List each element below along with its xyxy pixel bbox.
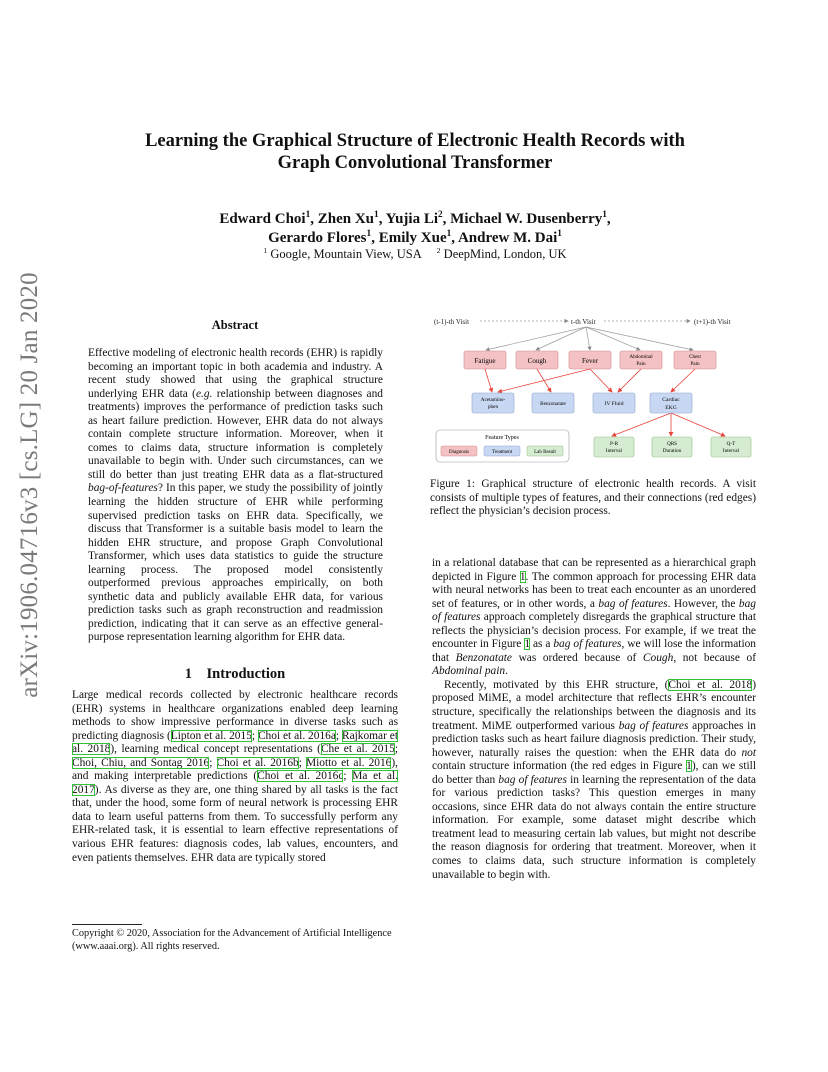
svg-text:Pain: Pain [636,361,646,367]
footnote-rule [72,924,142,925]
citation-link[interactable]: Rajkomar et al. 2018 [72,729,398,756]
copyright-footnote: Copyright © 2020, Association for the Advancement of Artificial Intelligence (www.aaai.org). All rights reserved. [72,928,392,952]
svg-text:Pain: Pain [690,361,700,367]
visit-next-label: (t+1)-th Visit [694,318,731,326]
svg-text:P-R: P-R [609,441,619,447]
legend-lab-result: Lab Result [534,450,556,455]
legend-diagnosis: Diagnosis [449,450,469,455]
svg-text:Cardiac: Cardiac [662,397,680,403]
authors [80,210,750,248]
svg-text:Q-T: Q-T [726,441,736,447]
svg-text:Chest: Chest [689,354,701,360]
svg-text:Abdominal: Abdominal [629,354,653,360]
citation-link[interactable]: Choi et al. 2016b [216,756,299,769]
node-fever: Fever [582,357,598,365]
svg-text:Interval: Interval [605,448,623,454]
authors-line-1: Edward Choi$^1$, Zhen Xu$^1$, Yujia Li$^2$, Michael W. Dusenberry$^1$, [219,210,611,227]
authors-line-2: Gerardo Flores$^1$, Emily Xue$^1$, Andrew M. Dai$^1$ [268,229,562,246]
visit-prev-label: (t-1)-th Visit [434,318,470,326]
node-benzonatate: Benzonatate [540,401,566,407]
svg-text:QRS: QRS [666,441,678,447]
svg-text:phen: phen [487,404,499,410]
title-line-1: Learning the Graphical Structure of Electronic Health Records with [145,131,685,151]
citation-link[interactable]: Che et al. 2015 [320,743,395,756]
figure-ref-link[interactable]: 1 [519,570,526,583]
affiliation-1: Google, Mountain View, USA [270,247,422,261]
abstract-heading: Abstract [211,318,259,332]
node-fatigue: Fatigue [474,357,496,365]
intro-text: Large medical records collected by electronic healthcare records (EHR) systems in healthcare organizations enabled deep learning methods to show impressive performance in diverse tasks such as predicting diagnosis (Lipton et al. 2015; Choi et al. 2016a; Rajkomar et al. 2018), learning medical concept representations (Che et al. 2015; Choi, Chiu, and Sontag 2016; Choi et al. 2016b; Miotto et al. 2016), and making interpretable predictions (Choi et al. 2016c; Ma et al. 2017). As diverse as they are, one thing shared by all tasks is the fact that, under the hood, some form of neural network is processing EHR data to learn useful patterns from them. To successfully perform any EHR-related task, it is essential to learn effective representations of various EHR features: diagnosis codes, lab values, encounters, and even patients themselves. EHR data are typically stored [72,689,399,864]
citation-link[interactable]: Choi et al. 2016a [257,729,336,742]
visit-current-label: t-th Visit [571,318,596,326]
arxiv-id: arXiv:1906.04716v3 [cs.LG] 20 Jan 2020 [16,272,43,698]
title-line-2: Graph Convolutional Transformer [277,153,553,173]
legend-treatment: Treatment [491,450,513,455]
citation-link[interactable]: Choi et al. 2018 [668,678,753,691]
figure-1 [428,310,756,470]
figure-ref-link[interactable]: 1 [524,638,531,651]
legend-title: Feature Types [485,435,519,441]
figure-1-caption: Figure 1: Graphical structure of electronic health records. A visit consists of multiple types of features, and their connections (red edges) reflect the physician’s decision process. [430,478,756,518]
affiliations: $^1$ Google, Mountain View, USA $^2$ DeepMind, London, UK [263,245,567,261]
svg-text:Acetamino-: Acetamino- [480,397,506,403]
node-iv-fluid: IV Fluid [604,401,624,407]
citation-link[interactable]: Choi et al. 2016c [257,770,344,783]
abstract-text: Effective modeling of electronic health records (EHR) is rapidly becoming an important topic in both academia and industry. A recent study showed that using the graphical structure underlying EHR data (e.g. relationship between diagnoses and treatments) improves the performance of prediction tasks such as heart failure prediction. However, EHR data do not always contain complete structure information. Moreover, when it comes to claims data, structure information is completely unavailable to begin with. Under such circumstances, can we still do better than just treating EHR data as a flat-structured bag-of-features? In this paper, we study the possibility of jointly learning the hidden structure of EHR while performing supervised prediction tasks on EHR data. Specifically, we discuss that Transformer is a suitable basis model to learn the hidden EHR structure, and propose Graph Convolutional Transformer, which uses data statistics to guide the structure learning process. The proposed model consistently outperformed previous approaches empirically, on both synthetic data and publicly available EHR data, for various prediction tasks such as graph reconstruction and readmission prediction, indicating that it can serve as an effective general-purpose representation learning algorithm for EHR data. [88,347,383,644]
feature-types-legend [436,430,569,462]
citation-link[interactable]: Lipton et al. 2015 [170,729,252,742]
svg-text:Interval: Interval [722,448,740,454]
ehr-graph-diagram [428,310,756,470]
citation-link[interactable]: Miotto et al. 2016 [305,756,392,769]
svg-text:Duration: Duration [662,448,682,454]
arxiv-sidebar [10,272,50,698]
paper-title [80,130,750,174]
citation-link[interactable]: Ma et al. 2017 [72,770,399,796]
introduction-heading: 1 Introduction [184,666,286,682]
figure-ref-link[interactable]: 1 [686,760,692,773]
citation-link[interactable]: Choi, Chiu, and Sontag 2016 [72,756,210,769]
svg-text:EKG: EKG [665,405,677,411]
node-cough: Cough [527,357,547,365]
affiliation-2: DeepMind, London, UK [443,247,567,261]
right-column-text: in a relational database that can be represented as a hierarchical graph depicted in Figure 1. The common approach for processing EHR data with neural networks has been to treat each encounter as an unordered set of features, or in other words, a bag of features. However, the bag of features approach completely disregards the graphical structure that reflects the physician’s decision process. For example, if we treat the encounter in Figure 1 as a bag of features, we will lose the information that Benzonatate was ordered because of Cough, not because of Abdominal pain. Recently, motivated by this EHR structure, (Choi et al. 2018) proposed MiME, a model architecture that reflects EHR’s encounter structure, specifically the relationships between the diagnosis and its treatment. MiME outperformed various bag of features approaches in prediction tasks such as heart failure diagnosis prediction. Their study, however, naturally raises the question: when the EHR data do not contain structure information (the red edges in Figure 1), can we still do better than bag of features in learning the representation of the data for various prediction tasks? This question emerges in many occasions, since EHR data do not always contain the entire structure information. For example, some dataset might describe which treatment lead to measuring certain lab values, but might not describe the reason diagnosis for ordering that treatment. Moreover, when it comes to claims data, such structure information is completely unavailable to begin with. [432,557,756,881]
